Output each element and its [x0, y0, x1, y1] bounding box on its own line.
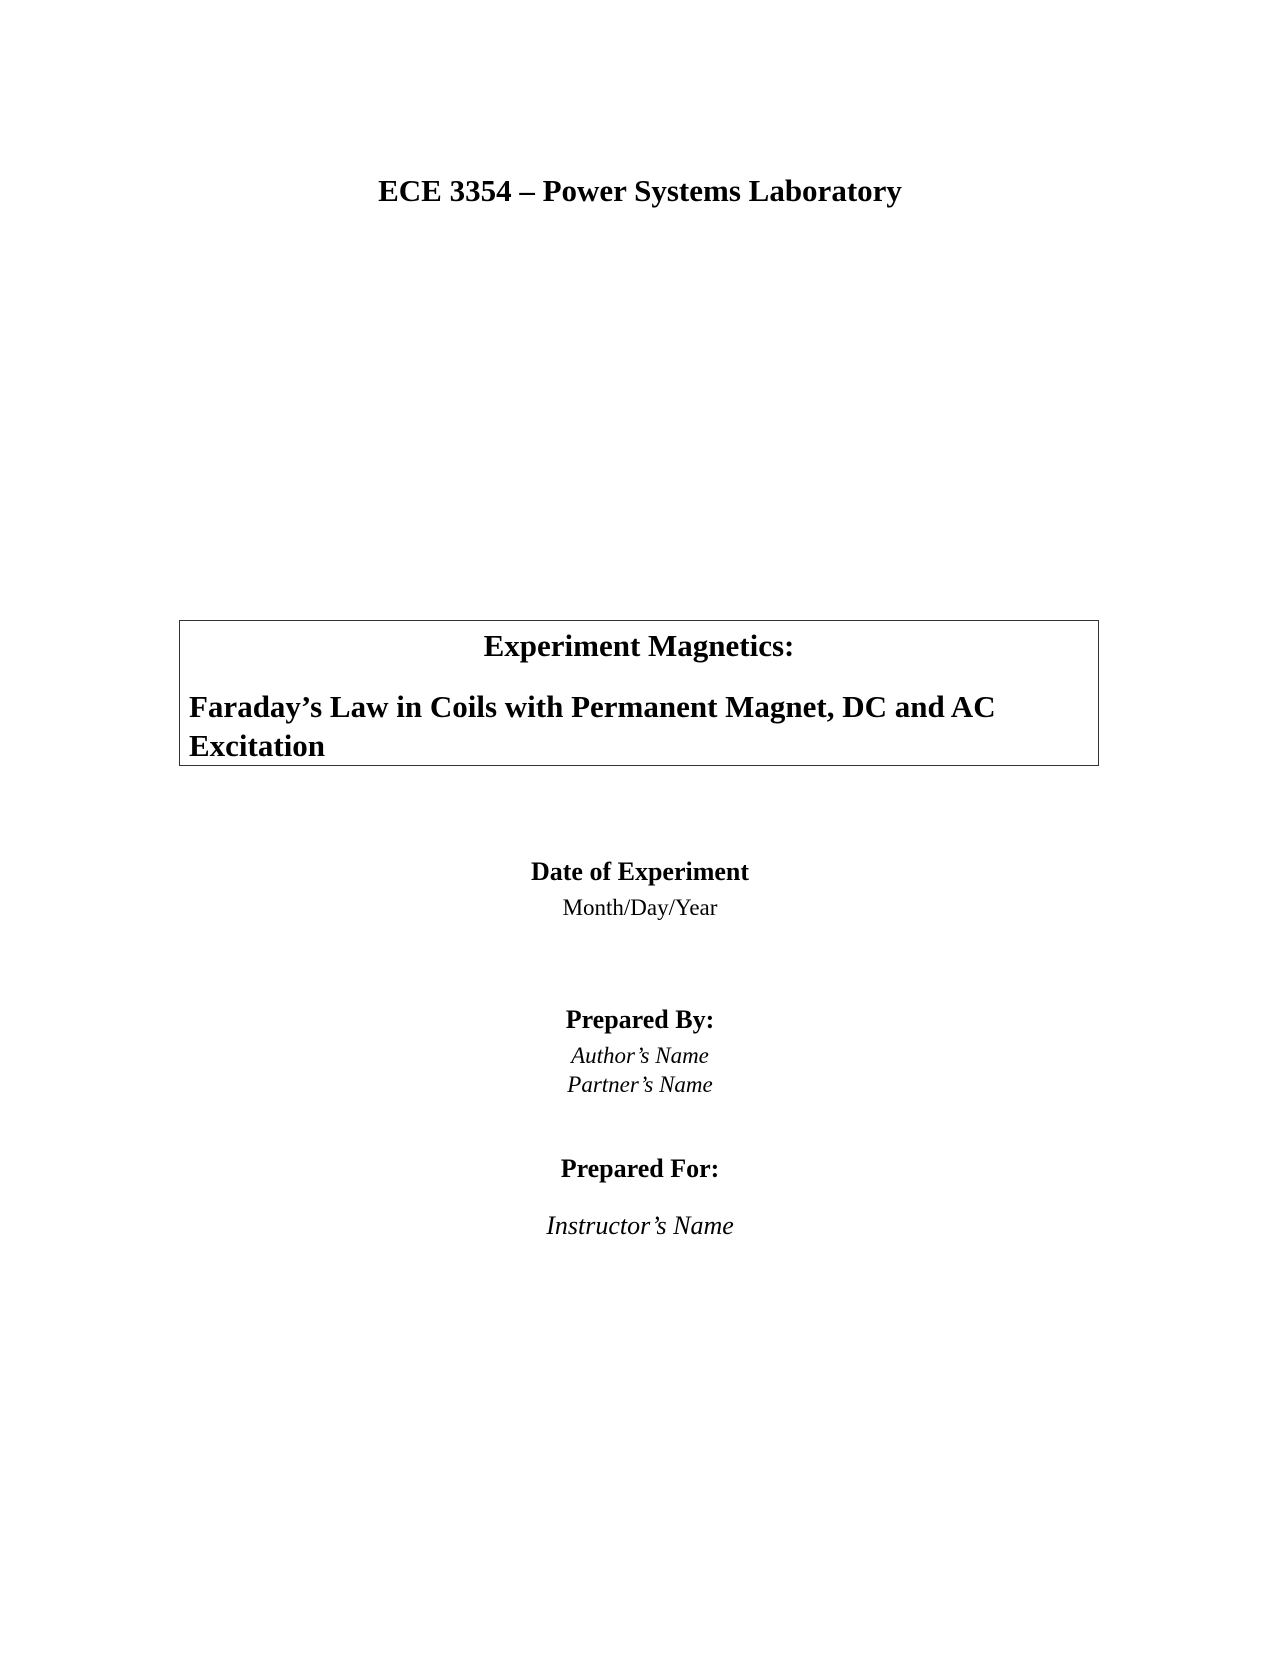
course-title: ECE 3354 – Power Systems Laboratory	[378, 173, 902, 208]
instructor-name: Instructor’s Name	[546, 1211, 734, 1240]
prepared-for-label: Prepared For:	[560, 1154, 720, 1183]
date-value: Month/Day/Year	[562, 895, 718, 920]
experiment-title-box	[179, 620, 1099, 766]
experiment-title: Experiment Magnetics:	[483, 628, 795, 663]
experiment-subtitle: Faraday’s Law in Coils with Permanent Magnet, DC and AC Excitation	[189, 689, 996, 763]
date-label: Date of Experiment	[530, 857, 750, 886]
partner-name: Partner’s Name	[567, 1072, 713, 1097]
prepared-by-label: Prepared By:	[565, 1005, 715, 1034]
author-name: Author’s Name	[571, 1043, 709, 1068]
